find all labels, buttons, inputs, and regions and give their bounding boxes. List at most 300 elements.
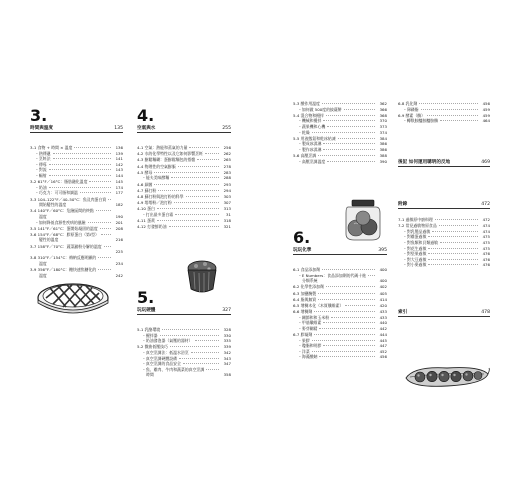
index-page: 478: [481, 310, 490, 315]
chapter-6-cont-entry[interactable]: [398, 118, 490, 124]
chapter-6-page: 395: [378, 248, 387, 253]
chapter-3-entry-title: ・巧克力：可可脂和調溫: [35, 190, 78, 196]
appendix-entries: [398, 217, 490, 268]
appendix-entry-title: ・對魚類和貝類過敏: [403, 239, 439, 245]
chapter-6-entry-title: 6-4 脂與無質: [293, 296, 317, 302]
dot-leader: [171, 177, 219, 178]
dot-leader: [428, 248, 478, 249]
chapter-3-entry-title: ・傳導: [35, 161, 47, 167]
chapter-4-entry-title: 4-1 空氣：熱能和蒸氣的力量: [137, 145, 188, 150]
chapter-4-entry-page: 31: [226, 211, 231, 217]
chapter-5-entries: [137, 327, 231, 378]
chapter-3-entry-title: ・對流: [35, 167, 47, 173]
appendix-entry-page: 475: [482, 234, 490, 240]
dot-leader: [344, 109, 375, 110]
chapter-5-cont-entry-title: ・製作冰淇淋: [298, 146, 322, 152]
dot-leader: [162, 329, 219, 330]
appendix-entry-title: ・對雞蛋過敏: [403, 234, 427, 240]
dot-leader: [179, 358, 219, 359]
chapter-6-cont-entry-title: ・卵磷脂: [403, 106, 419, 112]
chapter-4-entry-page: 262: [223, 151, 231, 157]
dot-leader: [318, 293, 375, 294]
chapter-3-entry-page: 177: [115, 190, 123, 196]
chapter-6-entry-page: 440: [379, 320, 387, 326]
dot-leader: [157, 220, 219, 221]
dot-leader: [195, 340, 219, 341]
dot-leader: [80, 192, 111, 193]
chapter-4-entry-page: 294: [223, 187, 231, 193]
chapter-4-entry-title: 4-4 物理性的空氣膨脹: [137, 163, 176, 169]
chapter-3-entry[interactable]: [30, 202, 123, 208]
chapter-3-entry-page: 216: [115, 237, 123, 243]
chapter-6-cont-entry-page: 464: [482, 118, 490, 124]
chapter-5-continued-entries: [293, 101, 387, 164]
chapter-3-entry-title: 3-3 104–122°F／40–50°C：魚及肉蛋白質: [30, 196, 107, 202]
chapter-3-entry-title: 3-6 154°F／68°C：膠原蛋白（第I型）: [30, 231, 99, 237]
chapter-4-entry[interactable]: [137, 212, 231, 218]
chapter-6-entry-page: 445: [379, 337, 387, 343]
appendix-entry-page: 476: [482, 256, 490, 262]
chapter-4-entry[interactable]: [137, 182, 231, 188]
chapter-6-cont-entry-page: 459: [482, 112, 490, 118]
dot-leader: [326, 115, 375, 116]
dot-leader: [419, 103, 478, 104]
chapter-3-entry-title: 溫度: [39, 272, 47, 278]
chapter-5-cont-entry-page: 373: [379, 123, 387, 129]
dot-leader: [319, 328, 375, 329]
chapter-6-entry-page: 405: [379, 290, 387, 296]
chapter-5-entry-title: ・真空烹調硬體設備: [142, 355, 178, 361]
dot-leader: [345, 305, 375, 306]
chapter-6-entry-page: 433: [379, 314, 387, 320]
chapter-6-heading[interactable]: [293, 247, 387, 255]
chapter-6-entry-title: ・甲基纖維素: [298, 320, 322, 326]
chapter-6-entry-title: ・關節和和玉米粉: [298, 314, 330, 320]
chapter-4-number: 4.: [137, 106, 155, 125]
chapter-6-entries: [293, 267, 387, 360]
chapter-6-entry-page: 433: [379, 309, 387, 315]
chapter-6-entry-page: 444: [379, 332, 387, 338]
dot-leader: [89, 181, 111, 182]
chapter-6-entry-title: 分類系統: [302, 278, 318, 284]
chapter-5-entry-page: 358: [223, 372, 231, 378]
dot-leader: [421, 109, 478, 110]
chapter-6-entry-title: ・洋菜: [298, 348, 310, 354]
epilogue-page: 469: [481, 160, 490, 165]
chapter-4-entry-title: 4-6 細菌: [137, 181, 153, 187]
appendix-entry-title: ・對乳製品過敏: [403, 228, 431, 234]
chapter-3-entry-title: ・輻射: [35, 172, 47, 178]
dot-leader: [318, 299, 375, 300]
chapter-4-entry-title: 4-11 蛋黃: [137, 218, 155, 224]
chapter-3-entry-title: ・如何降低食源性疾病的風險: [35, 219, 86, 225]
chapter-6-entry-page: 400: [379, 278, 387, 284]
chapter-6-entry[interactable]: [293, 278, 387, 284]
chapter-5-entry-page: 339: [223, 344, 231, 350]
chapter-3-entry-page: 225: [115, 249, 123, 255]
chapter-6-number: 6.: [293, 228, 311, 247]
chapter-4-entry[interactable]: [137, 188, 231, 194]
chapter-6-entry-title: 6-3 加鹽醃製: [293, 290, 317, 296]
chapter-5-entry-title: ・真空烹調的食品安全: [142, 361, 181, 367]
chapter-6-entry-title: ・果膠: [298, 337, 310, 343]
chapter-3-entry-title: ・烹飪法: [35, 156, 51, 162]
chapter-3-entry-page: 144: [115, 172, 123, 178]
dot-leader: [428, 259, 478, 260]
chapter-4-entry-title: 4-12 打發鮮奶油: [137, 224, 167, 230]
chapter-6-entry-title: ・瓊脂和明膠: [298, 343, 322, 349]
chapter-3-entry-page: 174: [115, 184, 123, 190]
chapter-4-entry[interactable]: [137, 151, 231, 157]
dot-leader: [41, 251, 111, 252]
chapter-5-cont-entry-title: ・機械和攪拌: [298, 118, 322, 124]
chapter-6-cont-entry-page: 459: [482, 106, 490, 112]
chapter-5-cont-entry-page: 374: [379, 129, 387, 135]
chapter-5-cont-entry-page: 384: [379, 135, 387, 141]
appendix-entry-title: ・對小麥過敏: [403, 262, 427, 268]
chapter-5-cont-entry-title: 5-4 混合物和攪拌: [293, 112, 324, 118]
chapter-6-title: 玩玩化學: [293, 248, 312, 253]
dot-leader: [205, 153, 219, 154]
dot-leader: [323, 149, 375, 150]
dot-leader: [427, 115, 478, 116]
dot-leader: [428, 264, 478, 265]
dot-leader: [319, 356, 375, 357]
chapter-6-entry[interactable]: [293, 291, 387, 297]
appendix-entry-title: 7-2 常見過敏物原食品: [398, 223, 437, 229]
appendix-page: 472: [481, 202, 490, 207]
chapter-5-entry-title: 時間: [146, 372, 154, 378]
dot-leader: [154, 184, 219, 185]
chapter-3-entry[interactable]: [30, 173, 123, 179]
appendix-entry-page: 476: [482, 251, 490, 257]
chapter-5-cont-entry[interactable]: [293, 147, 387, 153]
appendix-heading[interactable]: [398, 201, 490, 209]
chapter-3-entry[interactable]: [30, 220, 123, 226]
chapter-5-cont-entry-page: 370: [379, 118, 387, 124]
chapter-3-entries: [30, 145, 123, 278]
dot-leader: [314, 311, 375, 312]
epilogue-section[interactable]: [398, 159, 490, 167]
dot-leader: [191, 352, 219, 353]
dot-leader: [435, 219, 478, 220]
dot-leader: [53, 158, 111, 159]
chapter-6-section: [293, 230, 387, 360]
chapter-4-entry[interactable]: [137, 164, 231, 170]
dot-leader: [98, 257, 111, 258]
dot-leader: [312, 340, 375, 341]
chapter-3-entry-page: 182: [115, 202, 123, 208]
epilogue-title: 後記 如何運用聰明的反地: [398, 160, 451, 165]
chapter-4-entry-page: 313: [223, 206, 231, 212]
chapter-5-entry-title: ・真空烹調法：低溫水浴烹: [142, 349, 189, 355]
chapter-4-entry-title: 4-10 蛋白: [137, 206, 155, 212]
chapter-4-entry-page: 265: [223, 157, 231, 163]
chapter-4-section: [137, 108, 231, 230]
chapter-4-entries: [137, 145, 231, 230]
chapter-5-cont-entry-title: 5-3 酸作用溫度: [293, 101, 321, 106]
chapter-4-entry-page: 307: [223, 200, 231, 206]
dot-leader: [312, 132, 375, 133]
chapter-3-entry-title: 3-9 356°F／180°C：糖快速焦糖化的: [30, 267, 97, 273]
chapter-3-entry-title: 開始變性的溫度: [39, 202, 67, 208]
dot-leader: [101, 234, 111, 235]
chapter-3-entry-page: 141: [115, 156, 123, 162]
chapter-6-entry-title: 6-1 食品添加劑: [293, 267, 321, 272]
chapter-3-entry[interactable]: [30, 261, 123, 267]
chapter-4-entry[interactable]: [137, 200, 231, 206]
chapter-3-section: [30, 108, 123, 278]
dot-leader: [175, 214, 219, 215]
chapter-3-entry-title: ・熱傳遞: [35, 150, 51, 156]
chapter-6-entry-title: ・海藻酸鈉: [298, 354, 318, 360]
chapter-6-cont-entry-title: ・轉麩胺醯胺醯胺酶: [403, 118, 439, 124]
chapter-6-continued-entries: [398, 101, 490, 124]
appendix-entry-title: ・對大豆過敏: [403, 256, 427, 262]
dot-leader: [327, 126, 375, 127]
chapter-4-entry[interactable]: [137, 175, 231, 181]
dot-leader: [197, 159, 219, 160]
chapter-4-entry-page: 283: [223, 169, 231, 175]
chapter-5-heading[interactable]: [137, 307, 231, 315]
chapter-6-entry-page: 414: [379, 296, 387, 302]
chapter-5-cont-entry-page: 386: [379, 141, 387, 147]
chapter-3-entry[interactable]: [30, 190, 123, 196]
chapter-4-entry-title: 4-7 蘇打粉: [137, 187, 157, 193]
chapter-4-entry-page: 303: [223, 193, 231, 199]
chapter-4-entry-page: 288: [223, 175, 231, 181]
chapter-5-entry-title: ・攪拌器: [142, 332, 158, 338]
chapter-6-cont-entry-title: 6-8 乳化劑: [398, 101, 418, 106]
chapter-6-entry-page: 420: [379, 302, 387, 308]
chapter-5-page: 327: [222, 308, 231, 313]
chapter-3-entry-page: 208: [115, 225, 123, 231]
chapter-4-entry-page: 318: [223, 218, 231, 224]
chapter-5-entry-title: 5-1 乳酪環境: [137, 327, 161, 332]
chapter-4-entry-title: 4-9 塔塔粉／泡打粉: [137, 200, 172, 206]
chapter-5-cont-entry[interactable]: [293, 107, 387, 113]
chapter-3-entry-title: 3-2 61°F／16°C：脂肪融化溫度: [30, 179, 88, 185]
chapter-3-entry-title: 3-5 141°F／61°C：蛋開始凝固的溫度: [30, 225, 98, 231]
chapter-4-entry-title: ・能夫美味酵麵: [142, 175, 170, 181]
appendix-entry-page: 475: [482, 239, 490, 245]
chapter-4-entry-page: 321: [223, 224, 231, 230]
chapter-5-entry-page: 343: [223, 355, 231, 361]
appendix-title: 附錄: [398, 202, 408, 207]
dot-leader: [323, 322, 375, 323]
appendix-entry-title: ・對花生過敏: [403, 245, 427, 251]
dot-leader: [49, 263, 111, 264]
dot-leader: [157, 208, 219, 209]
dot-leader: [49, 164, 111, 165]
chapter-4-entry[interactable]: [137, 145, 231, 151]
dot-leader: [338, 138, 375, 139]
chapter-3-entry-page: 201: [115, 219, 123, 225]
chapter-4-heading[interactable]: [137, 125, 231, 133]
dot-leader: [322, 269, 375, 270]
chapter-3-entry-page: 142: [115, 161, 123, 167]
index-title: 索引: [398, 310, 408, 315]
chapter-5-cont-entry-title: ・如何做 500度的披薩餅: [298, 106, 342, 112]
dot-leader: [440, 242, 478, 243]
dot-leader: [331, 317, 375, 318]
chapter-6-entry-page: 452: [379, 348, 387, 354]
chapter-6-entry-title: 6-5 增稠木化（木質纖維素）: [293, 302, 344, 308]
dot-leader: [206, 369, 219, 370]
chapter-3-entry[interactable]: [30, 249, 123, 255]
dot-leader: [104, 246, 111, 247]
dot-leader: [183, 363, 219, 364]
dot-leader: [312, 351, 375, 352]
chapter-6-entry-page: 442: [379, 325, 387, 331]
chapter-4-entry[interactable]: [137, 224, 231, 230]
index-section[interactable]: [398, 309, 490, 317]
chapter-5-entry-page: 342: [223, 349, 231, 355]
dot-leader: [158, 190, 219, 191]
chapter-4-entry[interactable]: [137, 157, 231, 163]
chapter-5-entry-page: 330: [223, 332, 231, 338]
chapter-5-entry-title: ・奶油發泡器（氣壓的器材）: [142, 338, 193, 344]
chapter-5-entry-title: 5-2 微曲低壓技巧: [137, 344, 168, 350]
chapter-6-cont-entry-title: 6-9 酵素（酶）: [398, 112, 426, 118]
chapter-5-cont-entry-title: ・蔬果機和心機: [298, 123, 326, 129]
appendix-entry[interactable]: [398, 262, 490, 268]
chapter-3-heading[interactable]: [30, 125, 123, 133]
chapter-3-title: 時間與溫度: [30, 126, 53, 131]
chapter-3-entry-page: 234: [115, 261, 123, 267]
chapter-4-title: 空氣與水: [137, 126, 156, 131]
appendix-entry[interactable]: [398, 217, 490, 223]
chapter-4-entry-title: 4-3 膨鬆麵糊：蛋膨鬆麵包的搭檔: [137, 157, 196, 163]
chapter-5-title: 玩玩硬體: [137, 308, 156, 313]
dot-leader: [100, 228, 111, 229]
chapter-6-continued: [398, 101, 490, 124]
chapter-6-entry-page: 400: [379, 267, 387, 272]
chapter-4-entry-title: 4-8 蘇打粉與泡打粉的科學: [137, 193, 184, 199]
dot-leader: [178, 166, 219, 167]
dot-leader: [428, 236, 478, 237]
dot-leader: [154, 172, 219, 173]
chapter-3-entry-page: 139: [115, 150, 123, 156]
dot-leader: [323, 120, 375, 121]
chapter-3-entry[interactable]: [30, 226, 123, 232]
appendix-entry-page: 476: [482, 262, 490, 268]
dot-leader: [49, 169, 111, 170]
chapter-6-entry[interactable]: [293, 303, 387, 309]
chapter-5-cont-entry[interactable]: [293, 130, 387, 136]
dot-leader: [170, 346, 219, 347]
dot-leader: [53, 153, 111, 154]
appendix-entry-page: 475: [482, 245, 490, 251]
chapter-3-entry-page: 190: [115, 213, 123, 219]
dot-leader: [108, 199, 111, 200]
dot-leader: [428, 253, 478, 254]
chapter-4-entry-title: 4-2 水的化學特性以及它如何影響烹飪: [137, 151, 203, 157]
chapter-4-entry[interactable]: [137, 218, 231, 224]
chapter-3-entry[interactable]: [30, 237, 123, 243]
chapter-3-entry-title: ・奶油: [35, 184, 47, 190]
chapter-4-entry-title: 4-5 酵母: [137, 169, 153, 175]
dot-leader: [327, 161, 375, 162]
dot-leader: [60, 239, 111, 240]
dot-leader: [326, 286, 375, 287]
dot-leader: [160, 335, 219, 336]
chapter-5-cont-entry-page: 386: [379, 146, 387, 152]
chapter-5-cont-entry-page: 388: [379, 153, 387, 159]
chapter-6-cont-entry-page: 456: [482, 101, 490, 106]
chapter-5-cont-entry-title: ・製成冰淇淋: [298, 141, 322, 147]
dot-leader: [323, 345, 375, 346]
chapter-6-entry-title: 6-7 膠凝劑: [293, 332, 313, 338]
dot-leader: [49, 175, 111, 176]
dot-leader: [318, 155, 375, 156]
chapter-6-entry-title: ・E Numbers：食品添加劑的代碼十進: [298, 272, 367, 278]
appendix-entry-page: 474: [482, 223, 490, 229]
chapter-4-entry[interactable]: [137, 194, 231, 200]
chapter-3-entry-title: 3-1 食物 + 時間 × 溫度: [30, 145, 73, 150]
chapter-3-entry-title: 變性的溫度: [39, 237, 59, 243]
chapter-5-entry[interactable]: [137, 338, 231, 344]
chapter-6-entry[interactable]: [293, 354, 387, 360]
chapter-5-entry-title: ・魚、雞肉、牛肉和蔬菜的真空烹調: [142, 366, 205, 372]
dot-leader: [74, 147, 111, 148]
appendix-entry-title: 7-1 過敏原中廚料理: [398, 217, 433, 222]
chapter-3-entry-title: 3-4 140°F／60°C：危險區間的終點: [30, 208, 94, 214]
chapter-5-cont-entry-title: ・高壓烹調溫度: [298, 158, 326, 164]
dot-leader: [49, 216, 111, 217]
chapter-4-entry-title: ・打出最多蛋白霜: [142, 211, 174, 217]
dot-leader: [186, 196, 220, 197]
chapter-3-entry-title: 3-8 310°F／154°C：梅納反應明顯的: [30, 255, 97, 261]
dot-leader: [320, 280, 375, 281]
dot-leader: [323, 143, 375, 144]
dot-leader: [439, 225, 478, 226]
chapter-3-entry-title: 溫度: [39, 261, 47, 267]
dot-leader: [96, 210, 111, 211]
dot-leader: [440, 120, 478, 121]
chapter-6-entry-page: 447: [379, 343, 387, 349]
chapter-5-entry[interactable]: [137, 372, 231, 378]
dot-leader: [432, 231, 478, 232]
chapter-5-section: [137, 290, 231, 378]
dot-leader: [88, 222, 111, 223]
chapter-6-entry[interactable]: [293, 326, 387, 332]
chapter-6-entry[interactable]: [293, 284, 387, 290]
chapter-6-cont-entry[interactable]: [398, 107, 490, 113]
chapter-6-entry-title: ・麥芽糊精: [298, 325, 318, 331]
chapter-6-entry-title: 6-6 增稠劑: [293, 309, 313, 315]
chapter-5-cont-entry-page: 368: [379, 112, 387, 118]
chapter-4-entry-page: 278: [223, 163, 231, 169]
chapter-5-cont-entry-page: 362: [379, 101, 387, 106]
dot-leader: [174, 202, 219, 203]
chapter-5-cont-entry-page: 390: [379, 158, 387, 164]
chapter-3-entry-title: 3-7 158°F／70°C：蔬菜澱粉分解的溫度: [30, 243, 102, 249]
chapter-3-entry-page: 145: [115, 179, 123, 185]
chapter-5-cont-entry-title: 5-6 高壓烹調: [293, 153, 317, 159]
chapter-5-cont-entry[interactable]: [293, 159, 387, 165]
chapter-5-cont-entry-page: 366: [379, 106, 387, 112]
chapter-4-entry-page: 256: [223, 145, 231, 150]
chapter-3-number: 3.: [30, 106, 48, 125]
chapter-3-entry-page: 242: [115, 272, 123, 278]
chapter-6-entry[interactable]: [293, 297, 387, 303]
lattice-pie-illustration: [36, 276, 110, 316]
appendix-section: [398, 201, 490, 268]
chapter-6-entry-page: 456: [379, 354, 387, 360]
chapter-3-page: 135: [114, 126, 123, 131]
chapter-6-entry-title: 6-2 化學性添加劑: [293, 284, 324, 290]
